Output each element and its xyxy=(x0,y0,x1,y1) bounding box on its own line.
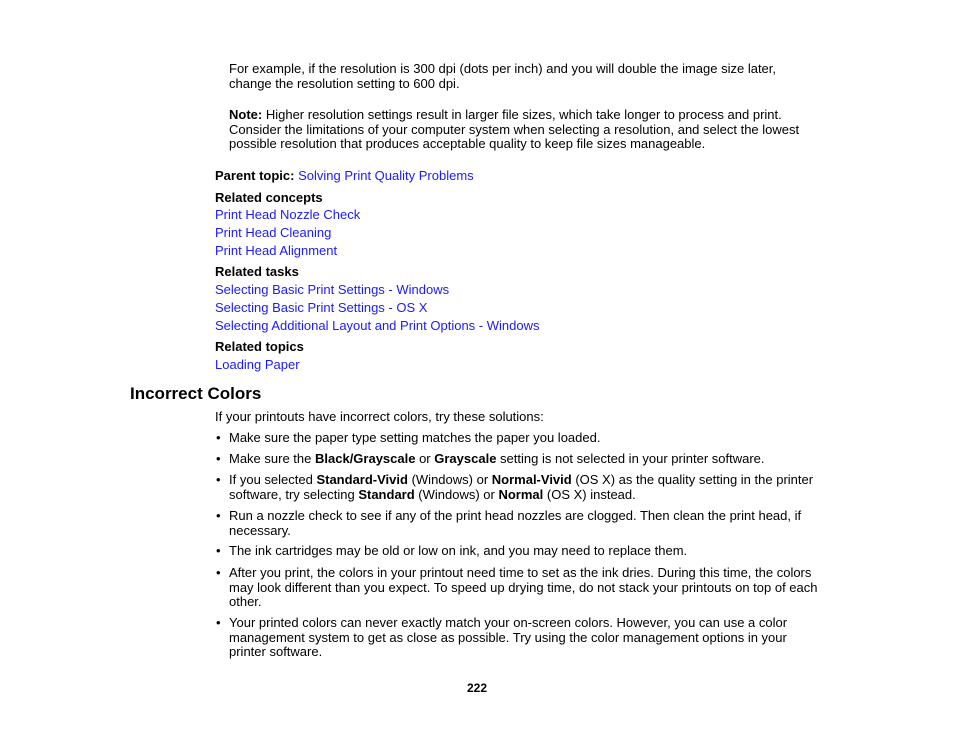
example-text: For example, if the resolution is 300 dpi (dots per inch) and you will double the image size later, change the resolution setting to 600 dpi. xyxy=(229,61,777,91)
bullet-item-1: Make sure the paper type setting matches the paper you loaded. xyxy=(229,430,601,445)
bullet-marker: • xyxy=(216,430,221,445)
page-number: 222 xyxy=(466,681,488,695)
section-intro: If your printouts have incorrect colors, try these solutions: xyxy=(215,409,544,424)
link-print-head-alignment[interactable]: Print Head Alignment xyxy=(215,243,338,258)
bullet-marker: • xyxy=(216,543,221,558)
note-text: Higher resolution settings result in larger file sizes, which take longer to process and print. Consider the limitations of your computer system when selecting a resolution, and select the lowest possible resolution that produces acceptable quality to keep file sizes manageable. xyxy=(229,107,800,152)
bullet-item-7: Your printed colors can never exactly match your on-screen colors. However, you can use a color management system to get as close as possible. Try using the color management options in your printer software. xyxy=(229,615,788,660)
bullet-marker: • xyxy=(216,565,221,580)
bullet-marker: • xyxy=(216,615,221,630)
parent-topic-label: Parent topic: xyxy=(215,168,295,183)
link-basic-print-settings-osx[interactable]: Selecting Basic Print Settings - OS X xyxy=(215,300,428,315)
related-topics-label: Related topics xyxy=(215,339,304,354)
bullet-item-4: Run a nozzle check to see if any of the print head nozzles are clogged. Then clean the print head, if necessary. xyxy=(229,508,802,538)
section-heading: Incorrect Colors xyxy=(130,384,262,403)
bullet-marker: • xyxy=(216,508,221,523)
bullet-item-6: After you print, the colors in your printout need time to set as the ink dries. During this time, the colors may look different than you expect. To speed up drying time, do not stack your printouts on top of each other. xyxy=(229,565,818,610)
link-loading-paper[interactable]: Loading Paper xyxy=(215,357,300,372)
link-print-head-cleaning[interactable]: Print Head Cleaning xyxy=(215,225,332,240)
example-paragraph xyxy=(229,62,799,91)
bullet-marker: • xyxy=(216,472,221,487)
link-basic-print-settings-windows[interactable]: Selecting Basic Print Settings - Windows xyxy=(215,282,450,297)
link-print-head-nozzle-check[interactable]: Print Head Nozzle Check xyxy=(215,207,361,222)
note-label: Note: xyxy=(229,107,263,122)
link-additional-layout-options-windows[interactable]: Selecting Additional Layout and Print Options - Windows xyxy=(215,318,540,333)
bullet-item-2: Make sure the Black/Grayscale or Grayscale setting is not selected in your printer software. xyxy=(229,451,765,466)
bullet-item-5: The ink cartridges may be old or low on ink, and you may need to replace them. xyxy=(229,543,688,558)
related-concepts-label: Related concepts xyxy=(215,190,323,205)
note-paragraph xyxy=(229,108,819,152)
parent-topic xyxy=(215,168,474,183)
related-tasks-label: Related tasks xyxy=(215,264,299,279)
bullet-marker: • xyxy=(216,451,221,466)
bullet-item-3: If you selected Standard-Vivid (Windows) or Normal-Vivid (OS X) as the quality setting in the printer software, try selecting Standard (Windows) or Normal (OS X) instead. xyxy=(229,472,814,502)
parent-topic-link[interactable]: Solving Print Quality Problems xyxy=(298,168,474,183)
